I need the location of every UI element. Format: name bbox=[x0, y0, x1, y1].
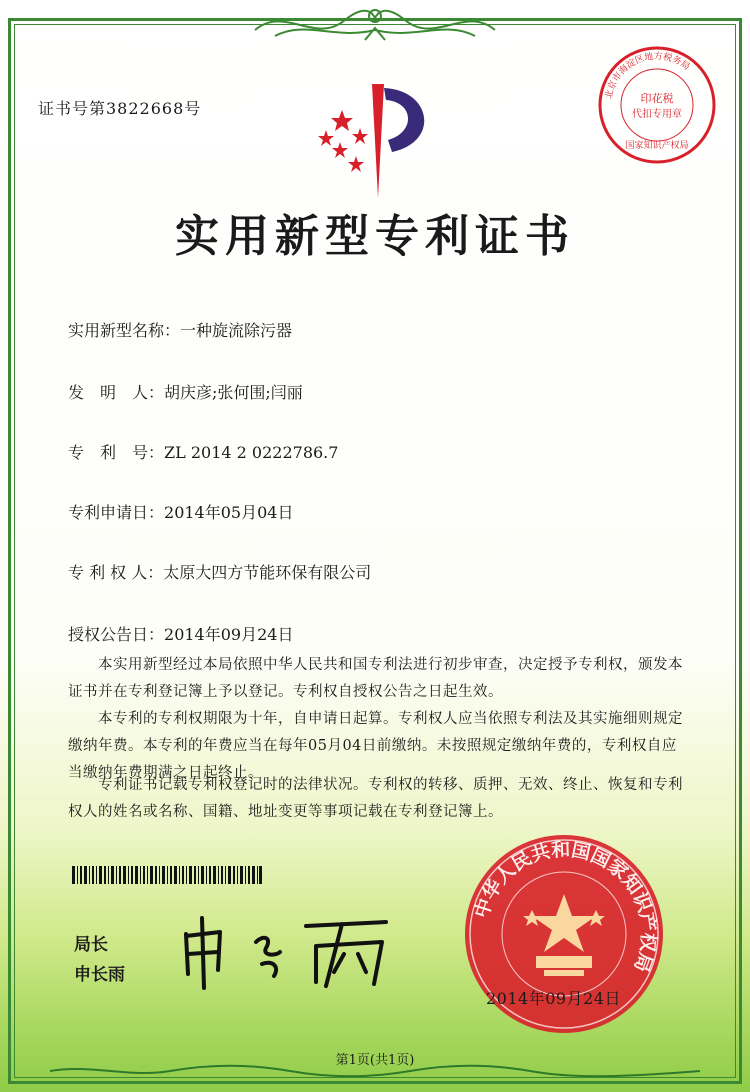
top-ornament-icon bbox=[245, 0, 505, 48]
tax-stamp-line-2: 代扣专用章 bbox=[632, 109, 682, 120]
signatory-name: 申长雨 bbox=[74, 965, 125, 985]
tax-stamp bbox=[596, 44, 718, 166]
signatory-title: 局长 bbox=[74, 935, 108, 955]
handwritten-signature-icon bbox=[176, 912, 406, 992]
paragraph-1 bbox=[68, 652, 686, 706]
tax-stamp-ring-text: 北京市海淀区地方税务局 bbox=[604, 51, 692, 100]
field-utility-model-name bbox=[68, 318, 292, 341]
field-value: ZL 2014 2 0222786.7 bbox=[164, 443, 339, 462]
field-label: 授权公告日： bbox=[68, 625, 165, 644]
field-label: 实用新型名称： bbox=[68, 321, 181, 340]
field-patent-number bbox=[68, 440, 338, 463]
field-filing-date bbox=[68, 500, 293, 523]
tax-stamp-bottom-text: 国家知识产权局 bbox=[625, 141, 689, 151]
field-inventor bbox=[68, 380, 303, 403]
field-label: 专利申请日： bbox=[68, 503, 165, 522]
field-label: 专 利 权 人： bbox=[68, 563, 164, 582]
paragraph-text: 本实用新型经过本局依照中华人民共和国专利法进行初步审查，决定授予专利权，颁发本证书并在专利登记簿上予以登记。专利权自授权公告之日起生效。 bbox=[68, 657, 683, 700]
field-label: 发 明 人： bbox=[68, 383, 165, 402]
paragraph-text: 本专利的专利权期限为十年，自申请日起算。专利权人应当依照专利法及其实施细则规定缴纳年费。本专利的年费应当在每年05月04日前缴纳。未按照规定缴纳年费的，专利权自应当缴纳年费期满之日起终止。 bbox=[68, 711, 683, 781]
page-number: 第1页(共1页) bbox=[335, 1053, 415, 1068]
field-value: 胡庆彦;张何围;闫丽 bbox=[164, 383, 303, 402]
certificate-title: 实用新型专利证书 bbox=[175, 211, 575, 262]
field-patentee bbox=[68, 560, 371, 583]
barcode-icon bbox=[72, 866, 262, 884]
seal-ring-text: 中华人民共和国国家知识产权局 bbox=[470, 838, 660, 975]
paragraph-text: 专利证书记载专利权登记时的法律状况。专利权的转移、质押、无效、终止、恢复和专利权人的姓名或名称、国籍、地址变更等事项记载在专利登记簿上。 bbox=[68, 777, 683, 820]
paragraph-3 bbox=[68, 772, 686, 826]
field-value: 2014年09月24日 bbox=[164, 625, 294, 644]
certificate-number: 证书号第3822668号 bbox=[38, 99, 202, 118]
tax-stamp-line-1: 印花税 bbox=[640, 92, 674, 105]
seal-date: 2014年09月24日 bbox=[486, 989, 621, 1008]
field-value: 太原大四方节能环保有限公司 bbox=[163, 563, 372, 582]
sipo-logo-icon bbox=[312, 80, 442, 198]
field-label: 专 利 号： bbox=[68, 443, 165, 462]
field-grant-date bbox=[68, 622, 293, 645]
field-value: 一种旋流除污器 bbox=[180, 321, 293, 340]
field-value: 2014年05月04日 bbox=[164, 503, 294, 522]
